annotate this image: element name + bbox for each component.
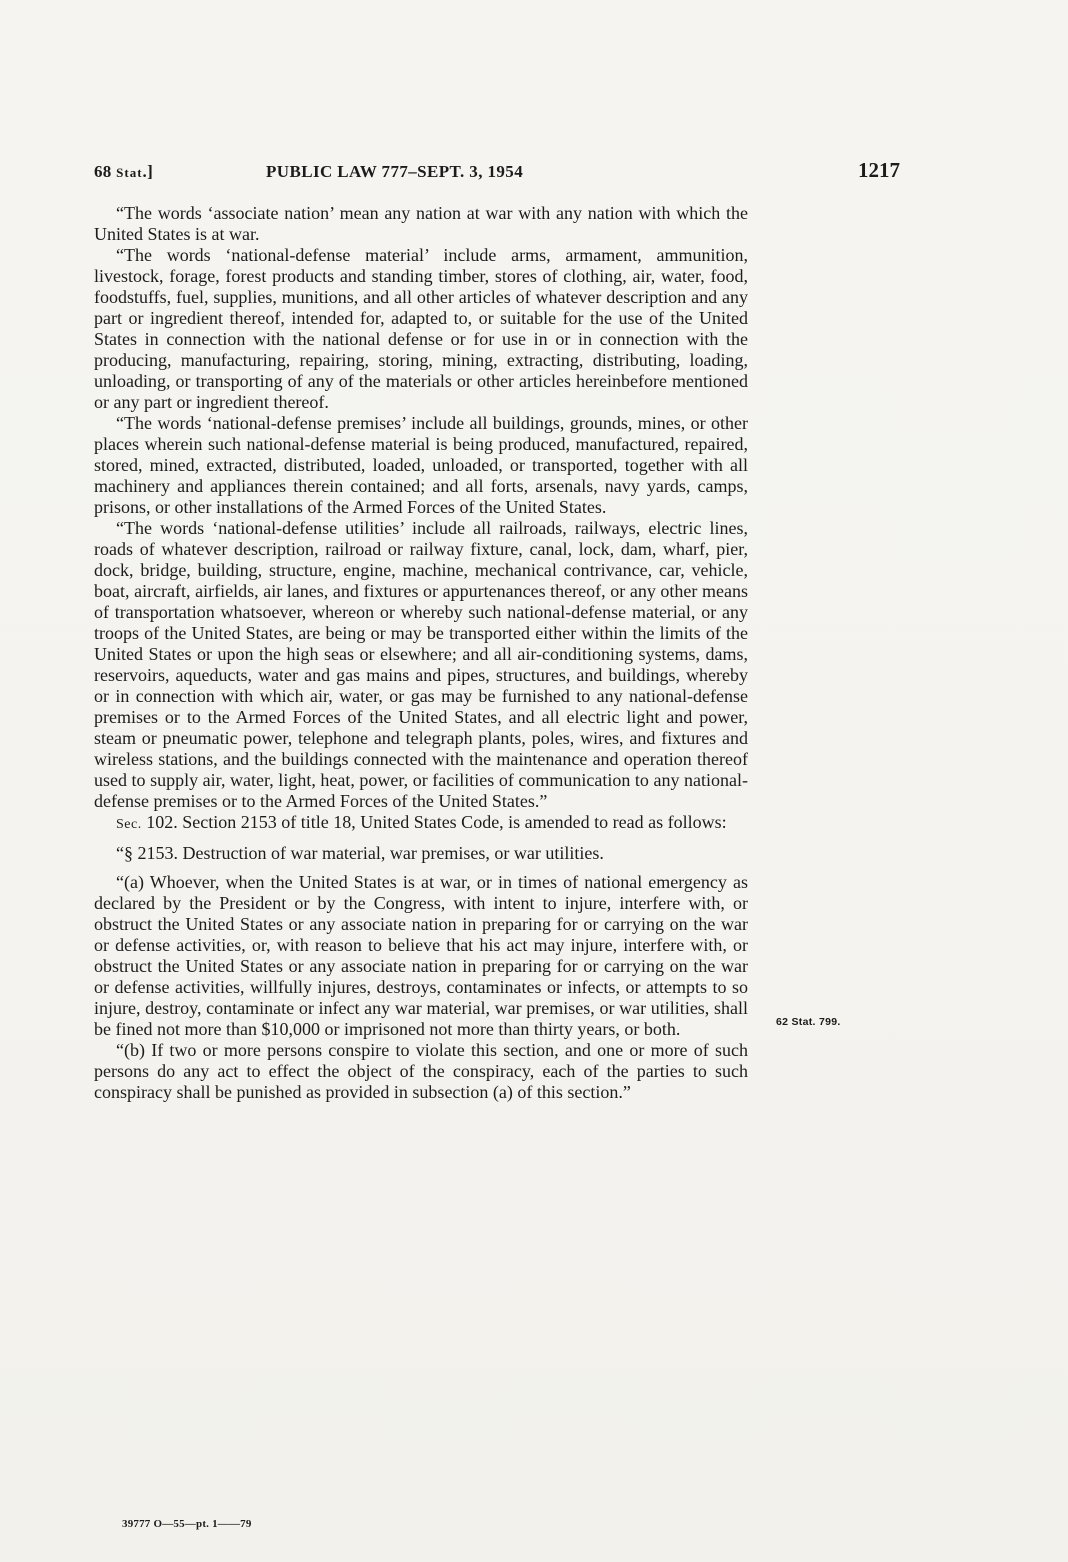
subsection-b: “(b) If two or more persons conspire to violate this section, and one or more of such persons do any act to effect the object of the conspiracy, each of the parties to such conspiracy shall be punished as provided in subsection (a) of this section.” <box>94 1040 748 1102</box>
margin-citation: 62 Stat. 799. <box>776 1016 841 1028</box>
printer-imprint: 39777 O—55—pt. 1——79 <box>122 1518 252 1530</box>
subsection-a: “(a) Whoever, when the United States is at war, or in times of national emergency as declared by the President or by the Congress, with intent to injure, interfere with, or obstruct the United States or any associate nation in preparing for or carrying on the war or defense activities, or, with reason to believe that his act may injure, interfere with, or obstruct the United States or any associate nation in preparing for or carrying on the war or defense activities, willfully injures, destroys, contaminates or infects, or attempts to so injure, destroy, contaminate or infect any war material, war premises, or war utilities, shall be fined not more than $10,000 or imprisoned not more than thirty years, or both. <box>94 872 748 1039</box>
definition-associate-nation: “The words ‘associate nation’ mean any nation at war with any nation with which the United States is at war. <box>94 203 748 244</box>
definition-national-defense-premises: “The words ‘national-defense premises’ include all buildings, grounds, mines, or other places wherein such national-defense material is being produced, manufactured, repaired, stored, mined, extracted, distributed, loaded, unloaded, or transported, together with all machinery and appliances therein contained; and all forts, arsenals, navy yards, camps, prisons, or other installations of the Armed Forces of the United States. <box>94 413 748 517</box>
page-number: 1217 <box>858 158 900 182</box>
section-2153-heading: “§ 2153. Destruction of war material, war premises, or war utilities. <box>116 843 604 863</box>
definition-national-defense-utilities: “The words ‘national-defense utilities’ include all railroads, railways, electric lines, roads of whatever description, railroad or railway fixture, canal, lock, dam, wharf, pier, dock, bridge, building, structure, engine, machine, mechanical contrivance, car, vehicle, boat, aircraft, airfields, air lanes, and fixtures or appurtenances thereof, or any other means of transportation whatsoever, whereon or whereby such national-defense material, or any troops of the United States, are being or may be transported either within the limits of the United States or upon the high seas or elsewhere; and all air-conditioning systems, dams, reservoirs, aqueducts, water and gas mains and pipes, structures, and buildings, whereby or in connection with which air, water, or gas may be furnished to any national-defense premises or to the Armed Forces of the United States, and all electric light and power, steam or pneumatic power, telephone and telegraph plants, poles, wires, and fixtures and wireless stations, and the buildings connected with the maintenance and operation thereof used to supply air, water, light, heat, power, or facilities of communication to any national-defense premises or to the Armed Forces of the United States.” <box>94 518 748 811</box>
definition-national-defense-material: “The words ‘national-defense material’ include arms, armament, ammunition, livestock, forage, forest products and standing timber, stores of clothing, air, water, food, foodstuffs, fuel, supplies, munitions, and all other articles of whatever description and any part or ingredient thereof, intended for, adapted to, or suitable for the use of the United States in connection with the national defense or for use in or in connection with the producing, manufacturing, repairing, storing, mining, extracting, distributing, loading, unloading, or transporting of any of the materials or other articles hereinbefore mentioned or any part or ingredient thereof. <box>94 245 748 412</box>
statute-text <box>94 203 748 1103</box>
stat-volume: 68 <box>94 162 117 181</box>
section-102-text: 102. Section 2153 of title 18, United States Code, is amended to read as follows: <box>141 812 727 832</box>
section-label: Sec. <box>116 817 142 832</box>
page-header <box>94 158 900 188</box>
running-title: PUBLIC LAW 777–SEPT. 3, 1954 <box>266 162 524 181</box>
stat-abbreviation: Stat <box>116 165 143 180</box>
section-102-paragraph <box>94 812 748 835</box>
stat-citation <box>94 162 153 182</box>
stat-suffix: .] <box>142 162 154 181</box>
